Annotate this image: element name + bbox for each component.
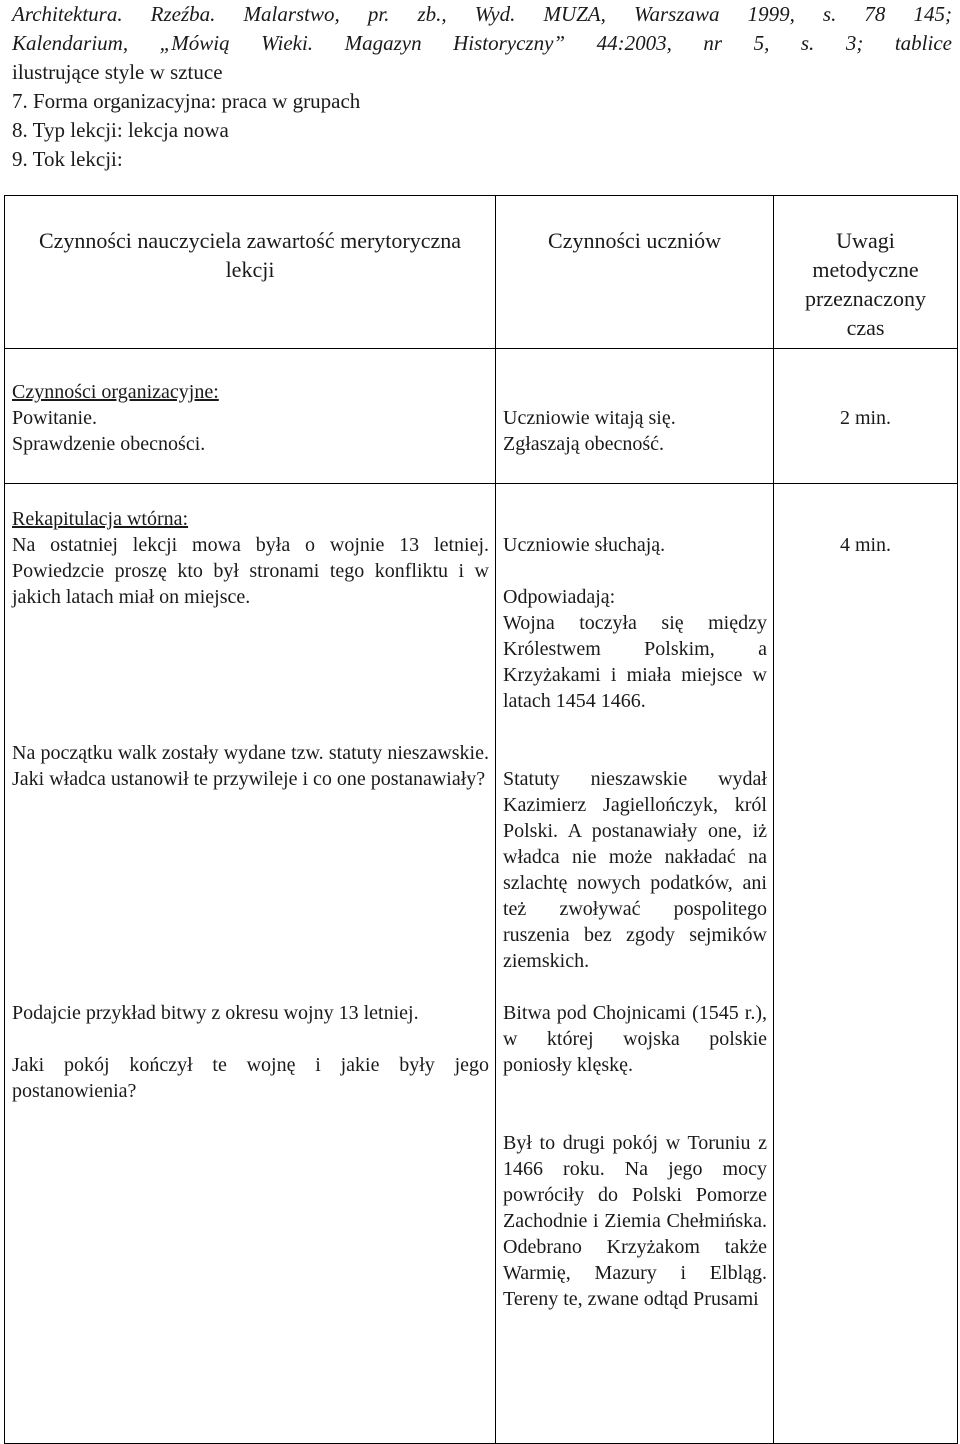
row2-students-p2: Wojna toczyła się między Królestwem Polskim, a Krzyżakami i miała miejsce w latach 1454 1466. [503,612,767,712]
header-teacher: Czynności nauczyciela zawartość merytoryczna lekcji [5,196,496,349]
row2-teacher-heading: Rekapitulacja wtórna: [12,508,189,530]
row1-time: 2 min. [839,407,892,429]
table-row [5,349,958,484]
row2-students-p3: Statuty nieszawskie wydał Kazimierz Jagiellończyk, król Polski. A postanawiały one, iż władca nie może nakładać na szlachtę nowych podatków, ani też zwoływać pospolitego ruszenia bez zgody sejmików ziemskich. [503,768,767,972]
row1-teacher-line2: Sprawdzenie obecności. [12,433,206,455]
row2-teacher-cell [5,484,496,1444]
row1-students-line1: Uczniowie witają się. [503,407,676,429]
row2-students-p1: Uczniowie słuchają. [503,534,666,556]
header-notes: Uwagi metodyczne przeznaczony czas [774,196,958,349]
row1-teacher-cell [5,349,496,484]
row2-time: 4 min. [839,534,892,556]
list-item-lesson-type: 8. Typ lekcji: lekcja nowa [12,118,229,142]
row2-teacher-p1: Na ostatniej lekcji mowa była o wojnie 13 letniej. Powiedzcie proszę kto był stronami tego konfliktu i w jakich latach miał on miejsce. [12,534,489,608]
row1-students-line2: Zgłaszają obecność. [503,433,665,455]
row1-teacher-line1: Powitanie. [12,407,97,429]
row2-students-cell [496,484,774,1444]
row2-students-p4: Bitwa pod Chojnicami (1545 r.), w której wojska polskie poniosły klęskę. [503,1002,767,1076]
list-item-lesson-flow: 9. Tok lekcji: [12,147,123,171]
row1-students-cell [496,349,774,484]
row1-teacher-heading: Czynności organizacyjne: [12,381,219,403]
row2-teacher-p3: Podajcie przykład bitwy z okresu wojny 13 letniej. [12,1002,419,1024]
header-students: Czynności uczniów [496,196,774,349]
table-row [5,484,958,1444]
row2-students-heading: Odpowiadają: [503,586,616,608]
row2-teacher-p2: Na początku walk zostały wydane tzw. statuty nieszawskie. Jaki władca ustanowił te przywileje i co one postanawiały? [12,742,489,790]
row2-students-p5: Był to drugi pokój w Toruniu z 1466 roku. Na jego mocy powróciły do Polski Pomorze Zachodnie i Ziemia Chełmińska. Odebrano Krzyżakom także Warmię, Mazury i Elbląg. Tereny te, zwane odtąd Prusami [503,1132,767,1310]
row1-time-cell [774,349,958,484]
list-item-organization: 7. Forma organizacyjna: praca w grupach [12,89,361,113]
row2-teacher-p4: Jaki pokój kończył te wojnę i jakie były jego postanowienia? [12,1054,489,1102]
bibliography-line-2: Kalendarium, „Mówią Wieki. Magazyn Historyczny” 44:2003, nr 5, s. 3; tablice [12,31,952,55]
row2-time-cell [774,484,958,1444]
intro-section [12,0,952,174]
table-header-row [5,196,958,349]
lesson-plan-table [4,195,958,1444]
bibliography-line-3: ilustrujące style w sztuce [12,60,223,84]
bibliography-line-1: Architektura. Rzeźba. Malarstwo, pr. zb., Wyd. MUZA, Warszawa 1999, s. 78 145; [12,2,952,26]
